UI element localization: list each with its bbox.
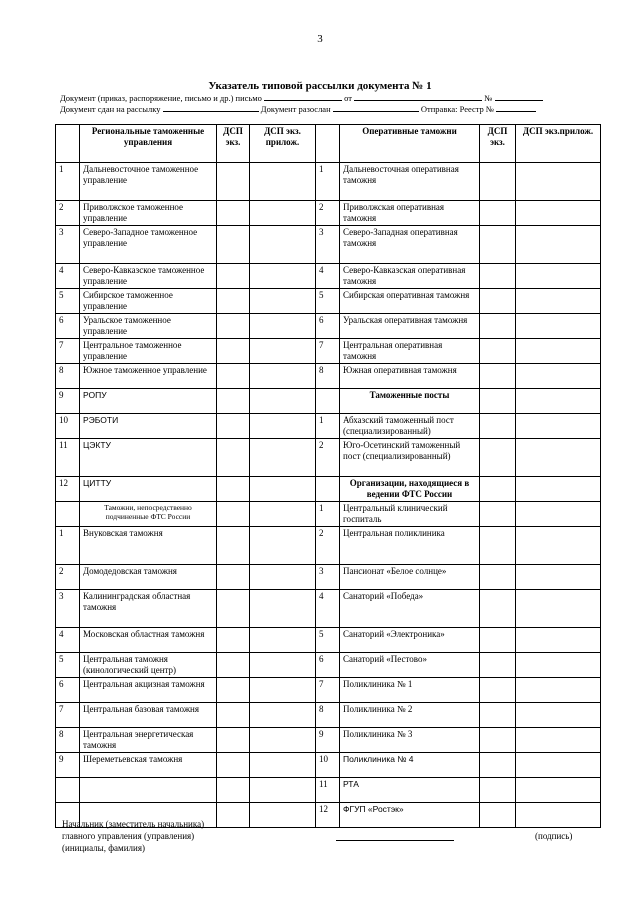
left-dsp-cell (217, 728, 250, 753)
left-row-number: 3 (56, 590, 80, 628)
right-row-number: 4 (316, 590, 340, 628)
right-row-number: 1 (316, 414, 340, 439)
regional-office-name: Внуковская таможня (80, 527, 217, 565)
table-row (56, 728, 601, 753)
organization-name: Таможенные посты (340, 389, 480, 414)
left-dsp-cell (217, 226, 250, 264)
right-dsp-cell (480, 753, 516, 778)
regional-office-name: Сибирское таможенное управление (80, 289, 217, 314)
regional-office-name: ЦИТТУ (80, 477, 217, 502)
sent-blank-field (163, 103, 259, 112)
right-dsp-cell (480, 314, 516, 339)
table-row (56, 477, 601, 502)
left-row-number: 1 (56, 163, 80, 201)
table-row (56, 439, 601, 477)
table-row (56, 590, 601, 628)
right-dsp-app-cell (516, 314, 601, 339)
regional-office-name: Таможни, непосредственно подчиненные ФТС России (80, 502, 217, 527)
organization-name: Центральный клинический госпиталь (340, 502, 480, 527)
right-dsp-cell (480, 477, 516, 502)
header-sent-label: Документ сдан на рассылку (60, 104, 161, 114)
organization-name: Южная оперативная таможня (340, 364, 480, 389)
header-right-dsp: ДСП экз. (480, 125, 516, 163)
left-dsp-cell (217, 314, 250, 339)
organization-name: Поликлиника № 2 (340, 703, 480, 728)
table-row (56, 778, 601, 803)
left-dsp-app-cell (250, 527, 316, 565)
left-dsp-app-cell (250, 289, 316, 314)
table-row (56, 653, 601, 678)
right-dsp-app-cell (516, 289, 601, 314)
right-dsp-cell (480, 339, 516, 364)
right-dsp-app-cell (516, 728, 601, 753)
regional-office-name (80, 778, 217, 803)
table-row (56, 628, 601, 653)
left-dsp-app-cell (250, 339, 316, 364)
left-dsp-cell (217, 414, 250, 439)
header-distributed-label: Документ разослан (260, 104, 331, 114)
left-dsp-cell (217, 439, 250, 477)
right-dsp-cell (480, 414, 516, 439)
right-dsp-cell (480, 653, 516, 678)
left-dsp-cell (217, 565, 250, 590)
right-row-number (316, 389, 340, 414)
right-row-number: 7 (316, 339, 340, 364)
right-row-number: 5 (316, 628, 340, 653)
signer-title-line1: Начальник (заместитель начальника) (62, 819, 205, 829)
right-row-number: 3 (316, 226, 340, 264)
left-dsp-app-cell (250, 163, 316, 201)
left-dsp-app-cell (250, 753, 316, 778)
right-dsp-cell (480, 163, 516, 201)
right-row-number: 10 (316, 753, 340, 778)
regional-office-name: Центральная акцизная таможня (80, 678, 217, 703)
table-row (56, 414, 601, 439)
right-dsp-app-cell (516, 527, 601, 565)
regional-office-name: Приволжское таможенное управление (80, 201, 217, 226)
right-dsp-cell (480, 264, 516, 289)
right-dsp-cell (480, 628, 516, 653)
left-row-number: 2 (56, 201, 80, 226)
left-dsp-app-cell (250, 226, 316, 264)
left-row-number (56, 778, 80, 803)
regional-office-name: Центральная энергетическая таможня (80, 728, 217, 753)
left-row-number: 8 (56, 364, 80, 389)
right-dsp-app-cell (516, 389, 601, 414)
regional-office-name: Центральная таможня (кинологический центр) (80, 653, 217, 678)
left-row-number: 5 (56, 289, 80, 314)
right-dsp-app-cell (516, 201, 601, 226)
left-dsp-app-cell (250, 477, 316, 502)
right-row-number: 8 (316, 364, 340, 389)
right-row-number: 12 (316, 803, 340, 828)
organization-name: Центральная поликлиника (340, 527, 480, 565)
regional-office-name: Московская областная таможня (80, 628, 217, 653)
right-dsp-cell (480, 201, 516, 226)
organization-name: Абхазский таможенный пост (специализированный) (340, 414, 480, 439)
regional-office-name: Центральное таможенное управление (80, 339, 217, 364)
right-dsp-cell (480, 364, 516, 389)
left-row-number: 7 (56, 339, 80, 364)
regional-office-name: Домодедовская таможня (80, 565, 217, 590)
regional-office-name: ЦЭКТУ (80, 439, 217, 477)
left-dsp-cell (217, 753, 250, 778)
left-dsp-cell (217, 527, 250, 565)
table-row (56, 502, 601, 527)
left-dsp-cell (217, 364, 250, 389)
regional-office-name: Калининградская областная таможня (80, 590, 217, 628)
organization-name: Центральная оперативная таможня (340, 339, 480, 364)
left-dsp-app-cell (250, 590, 316, 628)
left-dsp-cell (217, 339, 250, 364)
right-row-number: 9 (316, 728, 340, 753)
regional-office-name: Дальневосточное таможенное управление (80, 163, 217, 201)
table-row (56, 163, 601, 201)
right-dsp-cell (480, 502, 516, 527)
left-row-number: 1 (56, 527, 80, 565)
registry-blank-field (496, 103, 536, 112)
document-title: Указатель типовой рассылки документа № 1 (208, 80, 432, 92)
distribution-table (55, 124, 601, 828)
left-row-number (56, 502, 80, 527)
table-row (56, 389, 601, 414)
right-dsp-app-cell (516, 439, 601, 477)
organization-name: Дальневосточная оперативная таможня (340, 163, 480, 201)
table-row (56, 753, 601, 778)
right-row-number: 11 (316, 778, 340, 803)
left-row-number: 4 (56, 628, 80, 653)
left-row-number: 9 (56, 753, 80, 778)
right-dsp-app-cell (516, 653, 601, 678)
left-dsp-cell (217, 653, 250, 678)
left-row-number: 12 (56, 477, 80, 502)
right-dsp-app-cell (516, 414, 601, 439)
header-document-label: Документ (приказ, распоряжение, письмо и др.) письмо (60, 93, 262, 103)
regional-office-name: Южное таможенное управление (80, 364, 217, 389)
left-dsp-cell (217, 778, 250, 803)
right-dsp-cell (480, 226, 516, 264)
right-dsp-app-cell (516, 778, 601, 803)
left-dsp-app-cell (250, 803, 316, 828)
left-dsp-app-cell (250, 314, 316, 339)
left-row-number: 10 (56, 414, 80, 439)
regional-office-name: Уральское таможенное управление (80, 314, 217, 339)
table-row (56, 364, 601, 389)
left-dsp-cell (217, 289, 250, 314)
table-row (56, 703, 601, 728)
right-dsp-cell (480, 590, 516, 628)
left-row-number: 7 (56, 703, 80, 728)
right-dsp-cell (480, 703, 516, 728)
left-dsp-cell (217, 477, 250, 502)
right-dsp-app-cell (516, 364, 601, 389)
left-dsp-cell (217, 201, 250, 226)
organization-name: ФГУП «Ростэк» (340, 803, 480, 828)
left-dsp-cell (217, 264, 250, 289)
right-row-number: 8 (316, 703, 340, 728)
organization-name: Юго-Осетинский таможенный пост (специализированный) (340, 439, 480, 477)
left-dsp-app-cell (250, 678, 316, 703)
table-body (56, 163, 601, 828)
table-row (56, 201, 601, 226)
right-dsp-app-cell (516, 264, 601, 289)
left-row-number: 11 (56, 439, 80, 477)
right-row-number: 2 (316, 439, 340, 477)
header-number-label: № (484, 93, 493, 103)
right-row-number: 3 (316, 565, 340, 590)
left-dsp-app-cell (250, 728, 316, 753)
organization-name: Уральская оперативная таможня (340, 314, 480, 339)
header-operational-customs: Оперативные таможни (340, 125, 480, 163)
regional-office-name: Северо-Кавказское таможенное управление (80, 264, 217, 289)
right-dsp-cell (480, 565, 516, 590)
signer-title-line2: главного управления (управления) (62, 831, 195, 841)
header-line-dispatch (60, 103, 536, 114)
right-dsp-app-cell (516, 339, 601, 364)
left-dsp-cell (217, 389, 250, 414)
document-blank-field (264, 92, 342, 101)
header-left-dsp: ДСП экз. (217, 125, 250, 163)
left-dsp-app-cell (250, 502, 316, 527)
organization-name: Северо-Западная оперативная таможня (340, 226, 480, 264)
table-row (56, 226, 601, 264)
right-row-number: 2 (316, 527, 340, 565)
right-dsp-cell (480, 778, 516, 803)
header-right-num (316, 125, 340, 163)
table-row (56, 678, 601, 703)
organization-name: Санаторий «Электроника» (340, 628, 480, 653)
left-dsp-app-cell (250, 201, 316, 226)
distributed-blank-field (333, 103, 419, 112)
right-row-number: 5 (316, 289, 340, 314)
signature-block (62, 818, 204, 854)
page-number: 3 (317, 33, 323, 45)
header-regional-offices: Региональные таможенные управления (80, 125, 217, 163)
left-dsp-app-cell (250, 364, 316, 389)
left-dsp-app-cell (250, 439, 316, 477)
regional-office-name: Шереметьевская таможня (80, 753, 217, 778)
left-dsp-cell (217, 703, 250, 728)
left-dsp-app-cell (250, 264, 316, 289)
left-dsp-app-cell (250, 703, 316, 728)
left-row-number: 3 (56, 226, 80, 264)
organization-name: Поликлиника № 3 (340, 728, 480, 753)
right-dsp-app-cell (516, 226, 601, 264)
right-row-number: 2 (316, 201, 340, 226)
right-dsp-app-cell (516, 628, 601, 653)
organization-name: Санаторий «Пестово» (340, 653, 480, 678)
right-dsp-app-cell (516, 163, 601, 201)
organization-name: Приволжская оперативная таможня (340, 201, 480, 226)
left-row-number: 6 (56, 314, 80, 339)
header-from-label: от (344, 93, 353, 103)
table-header-row (56, 125, 601, 163)
left-row-number: 5 (56, 653, 80, 678)
left-row-number: 9 (56, 389, 80, 414)
right-row-number: 1 (316, 163, 340, 201)
organization-name: Пансионат «Белое солнце» (340, 565, 480, 590)
signer-name-label: (инициалы, фамилия) (62, 843, 145, 853)
organization-name: Поликлиника № 4 (340, 753, 480, 778)
regional-office-name: Северо-Западное таможенное управление (80, 226, 217, 264)
table-row (56, 264, 601, 289)
right-dsp-cell (480, 389, 516, 414)
right-row-number: 6 (316, 314, 340, 339)
header-left-dsp-app: ДСП экз. прилож. (250, 125, 316, 163)
right-row-number: 6 (316, 653, 340, 678)
signature-line (336, 840, 454, 841)
left-row-number: 6 (56, 678, 80, 703)
left-row-number: 4 (56, 264, 80, 289)
left-dsp-app-cell (250, 653, 316, 678)
organization-name: Санаторий «Победа» (340, 590, 480, 628)
header-dispatch-label: Отправка: Реестр № (420, 104, 495, 114)
right-dsp-cell (480, 527, 516, 565)
regional-office-name: РЭБОТИ (80, 414, 217, 439)
left-dsp-cell (217, 502, 250, 527)
regional-office-name: РОПУ (80, 389, 217, 414)
right-row-number: 1 (316, 502, 340, 527)
right-dsp-app-cell (516, 590, 601, 628)
left-dsp-app-cell (250, 778, 316, 803)
left-dsp-cell (217, 678, 250, 703)
right-dsp-cell (480, 728, 516, 753)
right-dsp-app-cell (516, 565, 601, 590)
table-row (56, 527, 601, 565)
left-dsp-cell (217, 628, 250, 653)
left-row-number: 2 (56, 565, 80, 590)
left-dsp-app-cell (250, 389, 316, 414)
right-dsp-cell (480, 803, 516, 828)
table-row (56, 314, 601, 339)
right-dsp-cell (480, 289, 516, 314)
regional-office-name: Центральная базовая таможня (80, 703, 217, 728)
right-row-number: 4 (316, 264, 340, 289)
right-dsp-app-cell (516, 678, 601, 703)
table-row (56, 289, 601, 314)
left-dsp-cell (217, 163, 250, 201)
signature-label: (подпись) (535, 831, 573, 841)
left-dsp-cell (217, 803, 250, 828)
organization-name: Сибирская оперативная таможня (340, 289, 480, 314)
organization-name: Поликлиника № 1 (340, 678, 480, 703)
left-dsp-app-cell (250, 565, 316, 590)
organization-name: Организации, находящиеся в ведении ФТС России (340, 477, 480, 502)
right-dsp-app-cell (516, 502, 601, 527)
right-dsp-cell (480, 678, 516, 703)
right-row-number: 7 (316, 678, 340, 703)
right-row-number (316, 477, 340, 502)
right-dsp-app-cell (516, 477, 601, 502)
header-left-num (56, 125, 80, 163)
header-line-document (60, 92, 543, 103)
right-dsp-app-cell (516, 703, 601, 728)
header-right-dsp-app: ДСП экз.прилож. (516, 125, 601, 163)
left-dsp-app-cell (250, 628, 316, 653)
table-row (56, 565, 601, 590)
left-dsp-cell (217, 590, 250, 628)
table-row (56, 339, 601, 364)
left-dsp-app-cell (250, 414, 316, 439)
right-dsp-app-cell (516, 803, 601, 828)
number-blank-field (495, 92, 543, 101)
organization-name: РТА (340, 778, 480, 803)
right-dsp-cell (480, 439, 516, 477)
right-dsp-app-cell (516, 753, 601, 778)
date-blank-field (354, 92, 482, 101)
left-row-number: 8 (56, 728, 80, 753)
organization-name: Северо-Кавказская оперативная таможня (340, 264, 480, 289)
